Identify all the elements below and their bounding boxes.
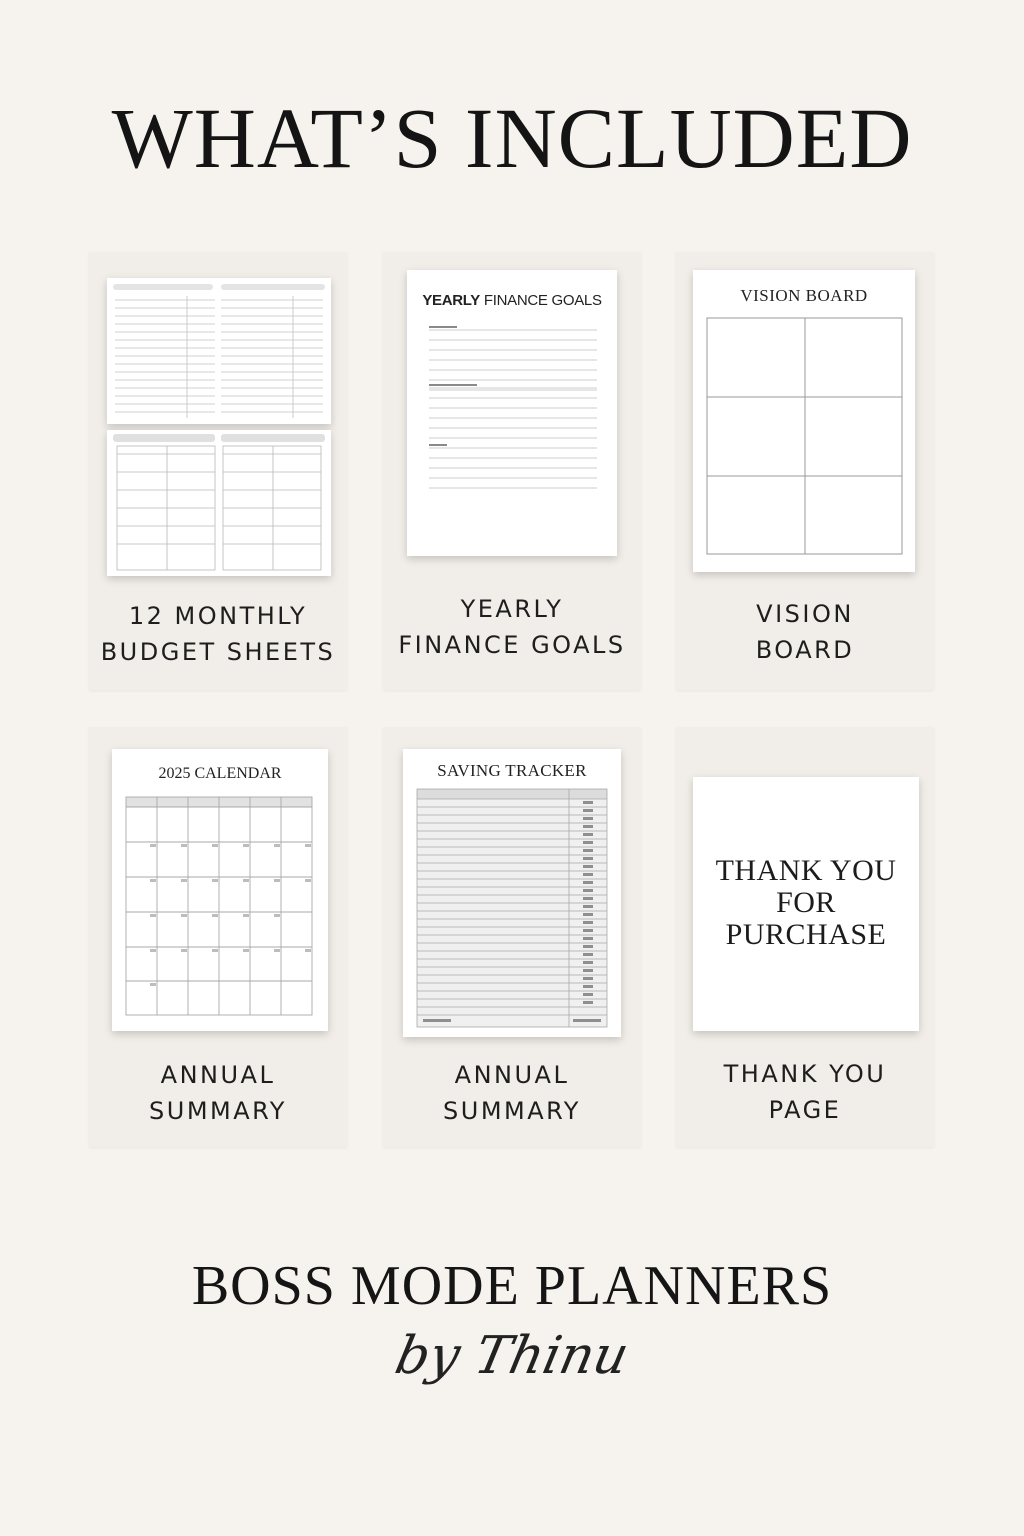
- saving-tracker-table: [403, 749, 621, 1037]
- brand-name: BOSS MODE PLANNERS: [191, 1255, 833, 1317]
- budget-sheet-preview-top: [107, 278, 331, 424]
- page-title: WHAT’S INCLUDED: [111, 90, 913, 186]
- thank-you-sheet-preview: [693, 777, 919, 1031]
- budget-sheet-bottom-graphic: [107, 430, 331, 576]
- signature: by Thinu: [390, 1326, 634, 1386]
- card-saving-tracker: [383, 727, 641, 1147]
- budget-sheet-preview-bottom: [107, 430, 331, 576]
- calendar-sheet-preview: [112, 749, 328, 1031]
- finance-goals-sheet-preview: [407, 270, 617, 556]
- card-label: YEARLY FINANCE GOALS: [398, 595, 626, 659]
- card-calendar: [89, 727, 347, 1147]
- sheet-title: 2025 CALENDAR: [158, 765, 282, 782]
- sheet-title: YEARLY FINANCE GOALS: [422, 292, 602, 309]
- card-thank-you: [676, 727, 934, 1147]
- sheet-title: VISION BOARD: [740, 286, 868, 305]
- card-label: VISION BOARD: [755, 600, 855, 664]
- card-label: ANNUAL SUMMARY: [149, 1061, 287, 1125]
- vision-board-sheet-preview: [693, 270, 915, 572]
- card-yearly-finance-goals: [383, 252, 641, 690]
- calendar-grid: [112, 749, 328, 1031]
- card-label: 12 MONTHLY BUDGET SHEETS: [100, 602, 336, 666]
- sheet-title: SAVING TRACKER: [437, 761, 587, 780]
- finance-goals-lines: [407, 270, 617, 556]
- card-vision-board: [676, 252, 934, 690]
- card-label: ANNUAL SUMMARY: [443, 1061, 581, 1125]
- card-monthly-budget: [89, 252, 347, 690]
- thank-you-text: THANK YOU FOR PURCHASE: [715, 854, 897, 951]
- saving-tracker-sheet-preview: [403, 749, 621, 1037]
- vision-board-grid: [693, 270, 915, 572]
- card-label: THANK YOU PAGE: [723, 1060, 887, 1124]
- budget-sheet-top-graphic: [107, 278, 331, 424]
